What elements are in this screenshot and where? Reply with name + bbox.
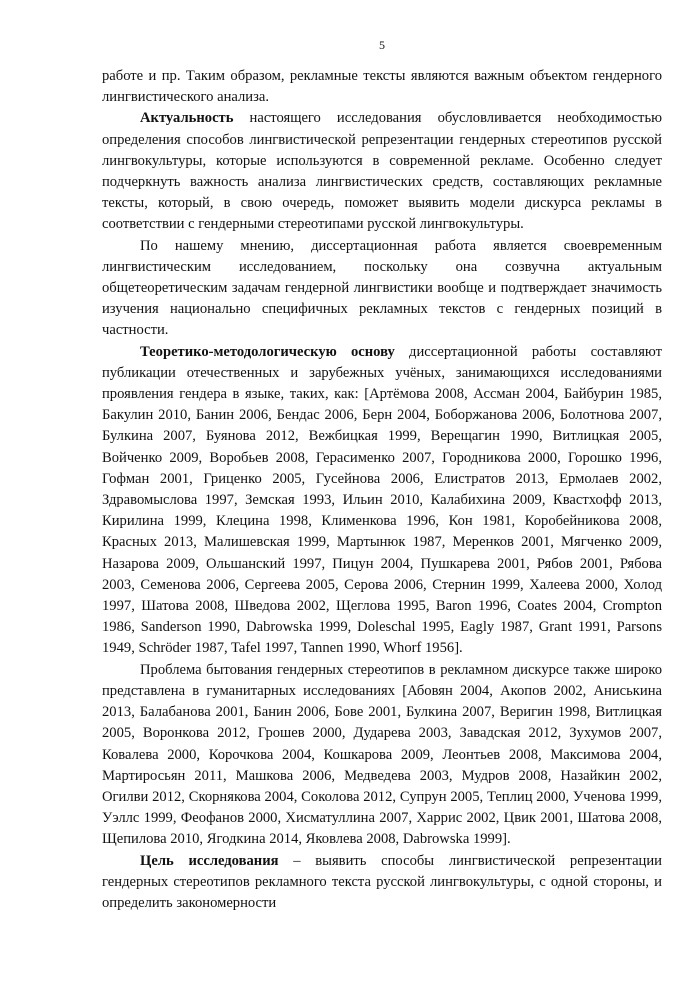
paragraph-text: диссертационной работы составляют публикации отечественных и зарубежных учёных, занимающихся исследованиями проявления гендера в языке, таких, как: [Артёмова 2008, Ассман 2004, Байбурин 1985, Бакулин 2010, Банин 2006, Бендас 2006, Берн 2004, Боборжанова 2006, Болотнова 2007, Булкина 2007, Буянова 2012, Вежбицкая 1999, Верещагин 1990, Витлицкая 2005, Войченко 2009, Воробьев 2008, Герасименко 2007, Городникова 2000, Горошко 1996, Гофман 2001, Гриценко 2005, Гусейнова 2006, Елистратов 2013, Ермолаев 2002, Здравомыслова 1997, Земская 1993, Ильин 2010, Калабихина 2009, Квастхофф 2013, Кирилина 1999, Клецина 1998, Клименкова 1996, Кон 1981, Коробейникова 2008, Красных 2013, Малишевская 1999, Мартынюк 1987, Меренков 2001, Мягченко 2009, Назарова 2009, Ольшанский 1997, Пицун 2004, Пушкарева 2001, Рябов 2001, Рябова 2003, Семенова 2006, Сергеева 2005, Серова 2006, Стернин 1999, Халеева 2000, Холод 1997, Шатова 2008, Шведова 2002, Щеглова 1995, Baron 1996, Coates 2004, Crompton 1986, Sanderson 1990, Dabrowska 1999, Doleschal 1995, Eagly 1987, Grant 1991, Parsons 1949, Schröder 1987, Tafel 1997, Tannen 1990, Whorf 1956]. xyxy=(102,343,662,657)
paragraph-relevance xyxy=(102,108,662,235)
page-number: 5 xyxy=(379,38,385,52)
paragraph-5 xyxy=(102,660,662,851)
paragraph-goal xyxy=(102,851,662,915)
paragraph-text: По нашему мнению, диссертационная работа является своевременным лингвистическим исследованием, поскольку она созвучна актуальным общетеоретическим задачам гендерной лингвистики вообще и подтверждает значимость изучения национально специфичных рекламных текстов с гендерных позиций в частности. xyxy=(102,237,662,339)
paragraph-heading: Теоретико-методологическую основу xyxy=(140,343,395,360)
paragraph-text: – выявить способы лингвистической репрезентации гендерных стереотипов рекламного текста русской лингвокультуры, с одной стороны, и определить закономерности xyxy=(102,852,662,911)
paragraph-3 xyxy=(102,236,662,342)
paragraph-1 xyxy=(102,66,662,108)
paragraph-text: Проблема бытования гендерных стереотипов в рекламном дискурсе также широко представлена в гуманитарных исследованиях [Абовян 2004, Акопов 2002, Аниськина 2013, Балабанова 2001, Банин 2006, Бове 2001, Булкина 2007, Веригин 1998, Витлицкая 2005, Воронкова 2012, Грошев 2000, Дударева 2003, Завадская 2012, Зухумов 2007, Ковалева 2000, Корочкова 2004, Кошкарова 2009, Леонтьев 2008, Максимова 2004, Мартиросьян 2011, Машкова 2006, Медведева 2003, Мудров 2008, Назайкин 2002, Огилви 2012, Скорнякова 2004, Соколова 2012, Супрун 2005, Теплиц 2000, Ученова 1999, Уэллс 1999, Феофанов 2000, Хисматуллина 2007, Харрис 2002, Цвик 2001, Шатова 2008, Щепилова 2010, Ягодкина 2014, Яковлева 2008, Dabrowska 1999]. xyxy=(102,661,662,848)
paragraph-methodology xyxy=(102,342,662,660)
paragraph-text: настоящего исследования обусловливается необходимостью определения способов лингвистической репрезентации гендерных стереотипов русской лингвокультуры, которые используются в современной рекламе. Особенно следует подчеркнуть важность анализа лингвистических средств, составляющих рекламные тексты, который, в свою очередь, поможет выявить модели дискурса рекламы в соответствии с гендерными стереотипами русской лингвокультуры. xyxy=(102,110,662,233)
document-page xyxy=(102,38,662,914)
paragraph-heading: Актуальность xyxy=(140,110,234,127)
paragraph-text: работе и пр. Таким образом, рекламные тексты являются важным объектом гендерного лингвистического анализа. xyxy=(102,68,662,106)
paragraph-heading: Цель исследования xyxy=(140,852,279,869)
